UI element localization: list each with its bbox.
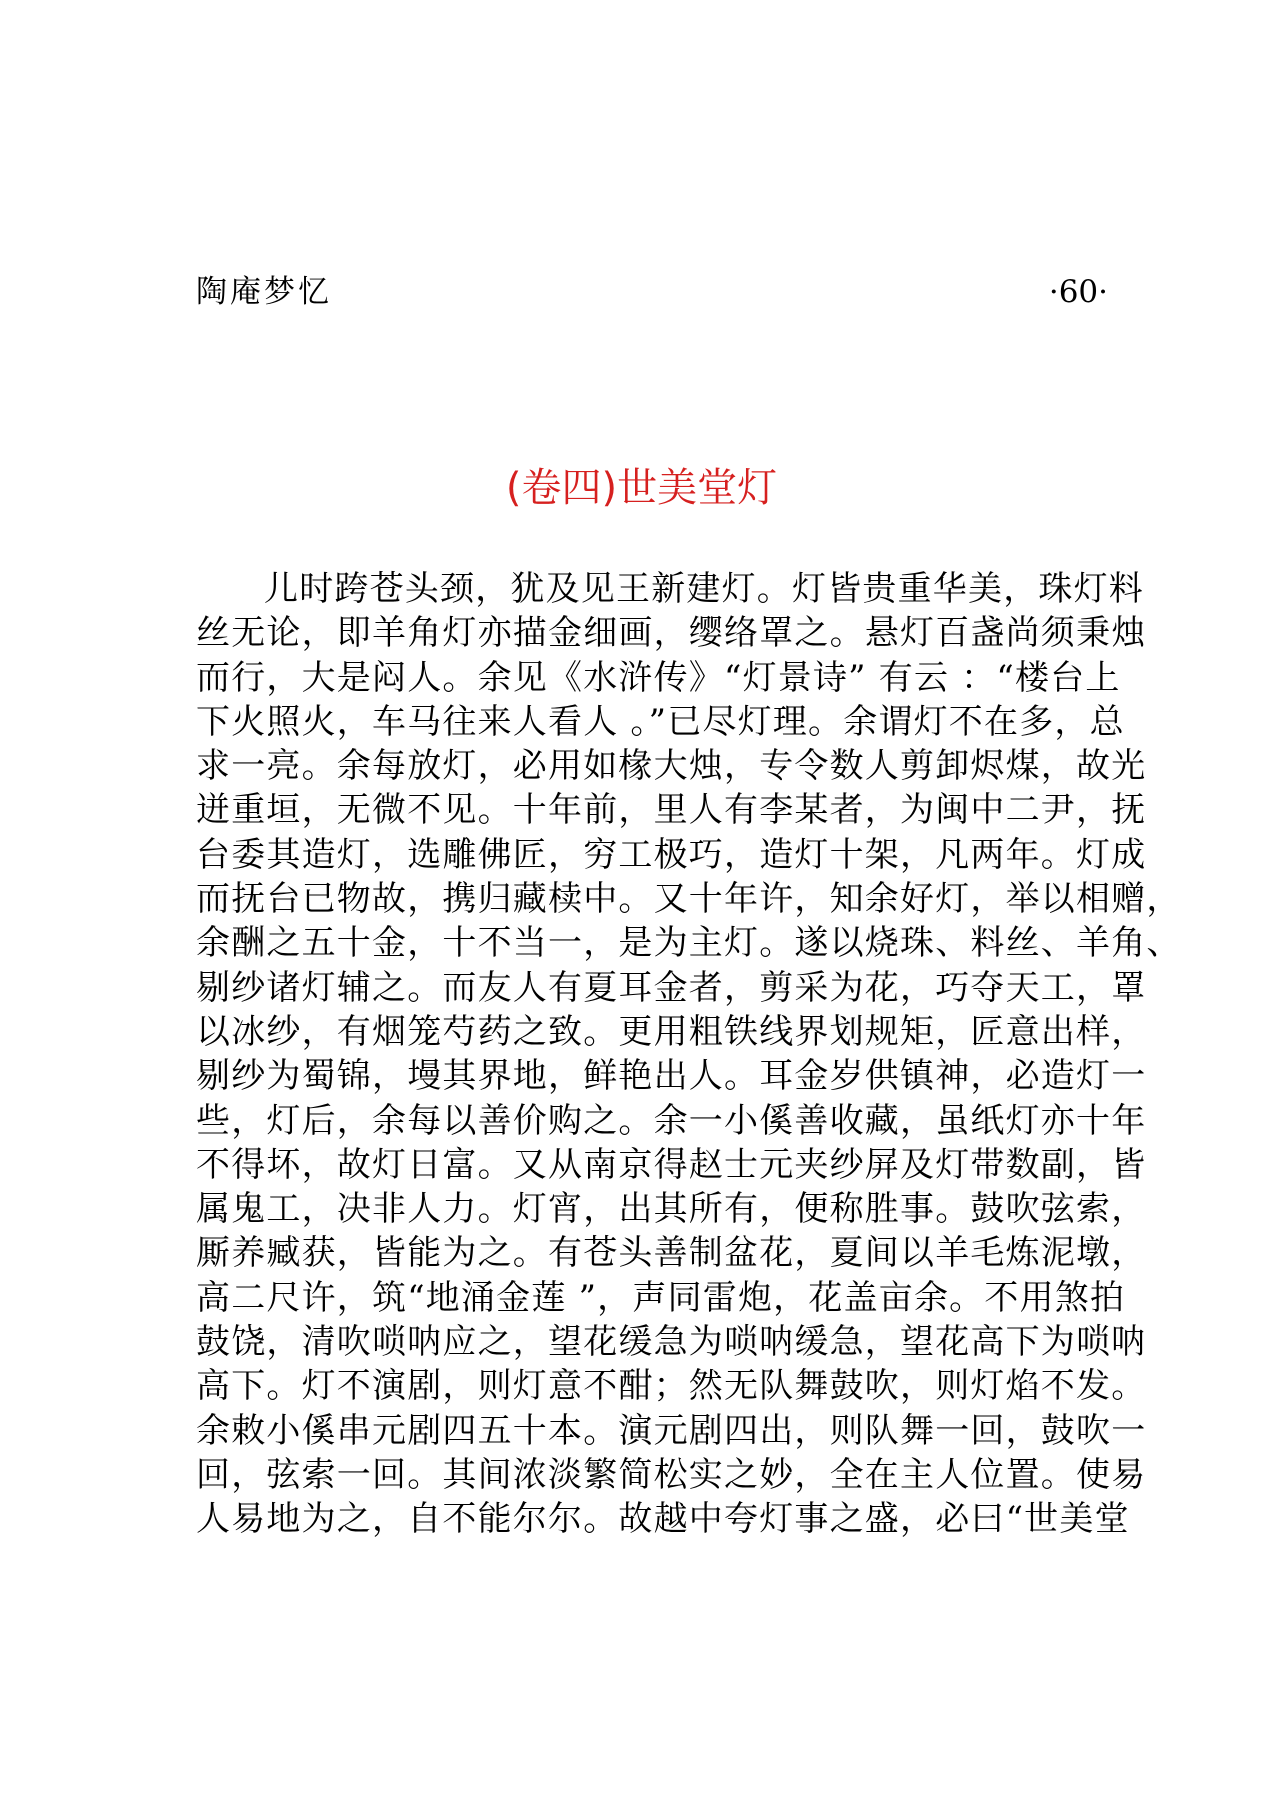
text-line: 高下。灯不演剧，则灯意不酣；然无队舞鼓吹，则灯焰不发。 (196, 1366, 1147, 1407)
text-line: 下火照火，车马往来人看人 。”已尽灯理。余谓灯不在多，总 (196, 701, 1125, 742)
page-number: ·60· (1048, 274, 1108, 310)
body-text (196, 567, 1182, 1542)
text-line: 剔纱诸灯辅之。而友人有夏耳金者，剪采为花，巧夺天工，罩 (196, 967, 1147, 1008)
text-line: 余敕小傒串元剧四五十本。演元剧四出，则队舞一回，鼓吹一 (196, 1410, 1147, 1451)
text-line: 厮养臧获，皆能为之。有苍头善制盆花，夏间以羊毛炼泥墩， (196, 1233, 1147, 1274)
text-line: 丝无论，即羊角灯亦描金细画，缨络罩之。悬灯百盏尚须秉烛 (196, 613, 1147, 654)
text-line: 儿时跨苍头颈，犹及见王新建灯。灯皆贵重华美，珠灯料 (264, 569, 1144, 609)
text-line: 回，弦索一回。其间浓淡繁简松实之妙，全在主人位置。使易 (196, 1454, 1147, 1495)
text-line: 以冰纱，有烟笼芍药之致。更用粗铁线界划规矩，匠意出样， (196, 1011, 1147, 1052)
text-line: 求一亮。余每放灯，必用如椽大烛，专令数人剪卸烬煤，故光 (196, 746, 1147, 787)
text-line: 余酬之五十金，十不当一，是为主灯。遂以烧珠、料丝、羊角、 (196, 923, 1182, 964)
text-line: 而行，大是闷人。余见《水浒传》“灯景诗” 有云 ：“楼台上 (196, 657, 1121, 698)
book-title: 陶庵梦忆 (196, 274, 332, 310)
text-line: 迸重垣，无微不见。十年前，里人有李某者，为闽中二尹，抚 (196, 790, 1147, 831)
text-line: 台委其造灯，选雕佛匠，穷工极巧，造灯十架，凡两年。灯成 (196, 834, 1147, 875)
text-line: 属鬼工，决非人力。灯宵，出其所有，便称胜事。鼓吹弦索， (196, 1189, 1147, 1230)
text-line: 高二尺许，筑“地涌金莲 ”，声同雷炮，花盖亩余。不用煞拍 (196, 1277, 1126, 1318)
chapter-title: (卷四)世美堂灯 (505, 465, 778, 511)
text-line: 不得坏，故灯日富。又从南京得赵士元夹纱屏及灯带数副，皆 (196, 1144, 1147, 1185)
text-line: 而抚台已物故，携归藏椟中。又十年许，知余好灯，举以相赠， (196, 879, 1182, 920)
text-line: 剔纱为蜀锦，墁其界地，鲜艳出人。耳金岁供镇神，必造灯一 (196, 1056, 1147, 1097)
text-line: 人易地为之，自不能尔尔。故越中夸灯事之盛，必曰“世美堂 (196, 1499, 1130, 1540)
text-line: 鼓饶，清吹唢呐应之，望花缓急为唢呐缓急，望花高下为唢呐 (196, 1322, 1147, 1363)
text-line: 些，灯后，余每以善价购之。余一小傒善收藏，虽纸灯亦十年 (196, 1100, 1147, 1141)
running-header (196, 270, 1108, 320)
